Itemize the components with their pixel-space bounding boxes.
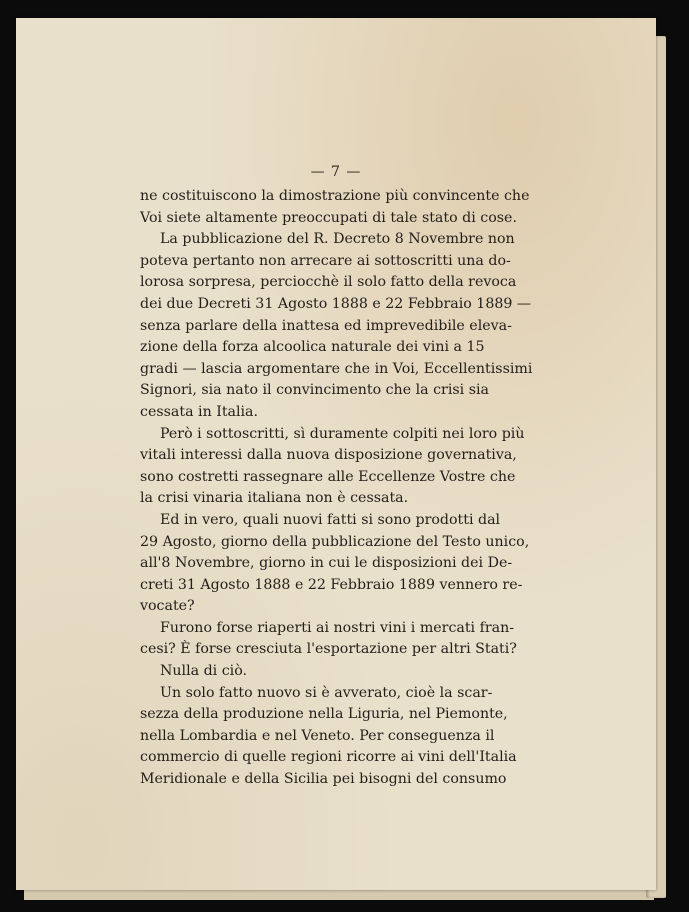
text-line: senza parlare della inattesa ed imprevedibile eleva- [140,317,512,334]
body-text [140,186,533,791]
text-line: la crisi vinaria italiana non è cessata. [140,490,409,507]
text-line: zione della forza alcoolica naturale dei vini a 15 [140,339,485,356]
text-line: vitali interessi dalla nuova disposizione governativa, [140,447,517,464]
text-line: vocate? [140,598,195,615]
text-line: gradi — lascia argomentare che in Voi, Eccellentissimi [140,360,533,377]
document-page [16,18,656,890]
page-number: — 7 — [310,164,362,180]
text-line: Ed in vero, quali nuovi fatti si sono prodotti dal [160,511,501,528]
text-line: Un solo fatto nuovo si è avverato, cioè la scar- [160,684,493,701]
text-line: Signori, sia nato il convincimento che la crisi sia [140,382,489,399]
text-line: lorosa sorpresa, perciocchè il solo fatto della revoca [140,274,517,291]
text-line: Però i sottoscritti, sì duramente colpiti nei loro più [160,425,525,442]
text-line: sezza della produzione nella Liguria, nel Piemonte, [140,706,508,723]
text-line: all'8 Novembre, giorno in cui le disposizioni dei De- [140,555,513,572]
text-line: La pubblicazione del R. Decreto 8 Novembre non [160,231,515,248]
text-line: Voi siete altamente preoccupati di tale stato di cose. [140,209,517,226]
text-line: Nulla di ciò. [160,663,248,680]
text-line: commercio di quelle regioni ricorre ai vini dell'Italia [140,749,517,766]
text-line: creti 31 Agosto 1888 e 22 Febbraio 1889 vennero re- [140,576,523,593]
text-line: sono costretti rassegnare alle Eccellenze Vostre che [140,468,516,485]
text-line: 29 Agosto, giorno della pubblicazione del Testo unico, [140,533,530,550]
text-line: nella Lombardia e nel Veneto. Per conseguenza il [140,727,495,744]
text-line: Meridionale e della Sicilia pei bisogni del consumo [140,771,507,788]
text-line: poteva pertanto non arrecare ai sottoscritti una do- [140,252,511,269]
text-line: dei due Decreti 31 Agosto 1888 e 22 Febbraio 1889 — [140,295,532,312]
text-line: ne costituiscono la dimostrazione più convincente che [140,188,530,204]
text-line: cesi? È forse cresciuta l'esportazione per altri Stati? [140,641,517,658]
text-line: cessata in Italia. [140,403,259,420]
text-line: Furono forse riaperti ai nostri vini i mercati fran- [160,619,515,636]
